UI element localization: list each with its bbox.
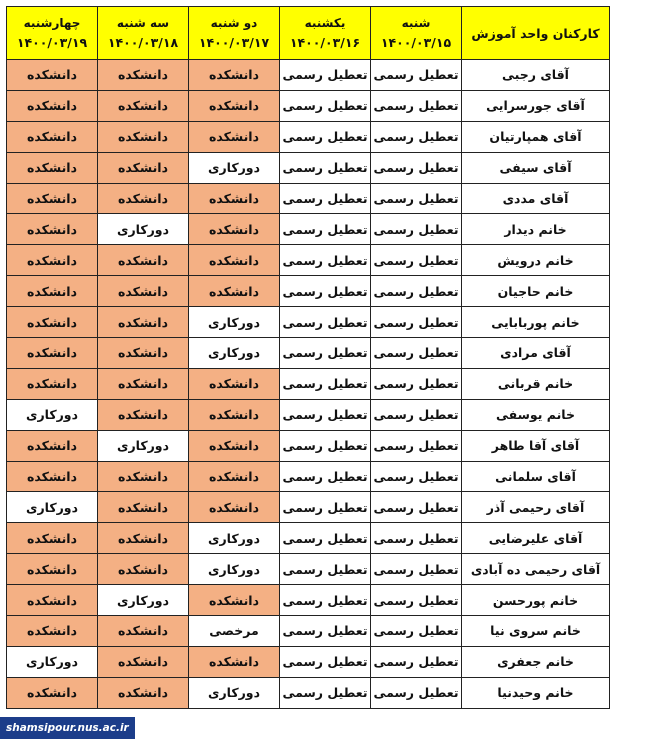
status-cell-wednesday: دانشکده <box>7 338 98 369</box>
status-cell-sunday: تعطیل رسمی <box>280 677 371 708</box>
table-row <box>7 368 610 399</box>
status-cell-sunday: تعطیل رسمی <box>280 523 371 554</box>
status-cell-monday: دانشکده <box>189 585 280 616</box>
status-cell-saturday: تعطیل رسمی <box>371 152 462 183</box>
status-cell-sunday: تعطیل رسمی <box>280 90 371 121</box>
status-cell-sunday: تعطیل رسمی <box>280 60 371 91</box>
staff-name-cell: خانم وحیدنیا <box>462 677 610 708</box>
day-header-tuesday <box>98 7 189 60</box>
status-cell-saturday: تعطیل رسمی <box>371 554 462 585</box>
day-date: ۱۴۰۰/۰۳/۱۵ <box>380 35 452 50</box>
status-cell-wednesday: دانشکده <box>7 616 98 647</box>
table-row <box>7 60 610 91</box>
status-cell-tuesday: دانشکده <box>98 183 189 214</box>
staff-name-cell: خانم درویش <box>462 245 610 276</box>
day-date: ۱۴۰۰/۰۳/۱۹ <box>16 35 88 50</box>
status-cell-monday: دانشکده <box>189 60 280 91</box>
staff-name-cell: آقای آقا طاهر <box>462 430 610 461</box>
site-watermark: shamsipour.nus.ac.ir <box>0 717 135 739</box>
status-cell-tuesday: دانشکده <box>98 90 189 121</box>
status-cell-wednesday: دانشکده <box>7 183 98 214</box>
status-cell-sunday: تعطیل رسمی <box>280 461 371 492</box>
table-row <box>7 338 610 369</box>
day-date: ۱۴۰۰/۰۳/۱۷ <box>198 35 270 50</box>
table-row <box>7 677 610 708</box>
status-cell-monday: دورکاری <box>189 677 280 708</box>
staff-name-cell: آقای همپارتیان <box>462 121 610 152</box>
status-cell-saturday: تعطیل رسمی <box>371 461 462 492</box>
status-cell-wednesday: دانشکده <box>7 60 98 91</box>
status-cell-saturday: تعطیل رسمی <box>371 677 462 708</box>
day-header-sunday <box>280 7 371 60</box>
status-cell-sunday: تعطیل رسمی <box>280 183 371 214</box>
status-cell-tuesday: دانشکده <box>98 492 189 523</box>
status-cell-wednesday: دانشکده <box>7 276 98 307</box>
status-cell-tuesday: دانشکده <box>98 245 189 276</box>
status-cell-wednesday: دانشکده <box>7 585 98 616</box>
staff-name-cell: آقای سیفی <box>462 152 610 183</box>
table-row <box>7 152 610 183</box>
status-cell-monday: دورکاری <box>189 307 280 338</box>
table-row <box>7 90 610 121</box>
table-row <box>7 307 610 338</box>
staff-name-cell: آقای جورسرایی <box>462 90 610 121</box>
status-cell-monday: دانشکده <box>189 646 280 677</box>
table-header-row <box>7 7 610 60</box>
status-cell-wednesday: دانشکده <box>7 90 98 121</box>
status-cell-monday: دانشکده <box>189 90 280 121</box>
status-cell-saturday: تعطیل رسمی <box>371 307 462 338</box>
status-cell-wednesday: دانشکده <box>7 307 98 338</box>
status-cell-wednesday: دانشکده <box>7 523 98 554</box>
status-cell-sunday: تعطیل رسمی <box>280 616 371 647</box>
status-cell-tuesday: دانشکده <box>98 121 189 152</box>
status-cell-wednesday: دانشکده <box>7 152 98 183</box>
staff-name-cell: خانم جعفری <box>462 646 610 677</box>
status-cell-sunday: تعطیل رسمی <box>280 646 371 677</box>
status-cell-saturday: تعطیل رسمی <box>371 368 462 399</box>
status-cell-sunday: تعطیل رسمی <box>280 492 371 523</box>
status-cell-sunday: تعطیل رسمی <box>280 152 371 183</box>
status-cell-monday: دانشکده <box>189 245 280 276</box>
day-header-saturday <box>371 7 462 60</box>
status-cell-wednesday: دانشکده <box>7 461 98 492</box>
status-cell-monday: دورکاری <box>189 338 280 369</box>
status-cell-saturday: تعطیل رسمی <box>371 90 462 121</box>
status-cell-sunday: تعطیل رسمی <box>280 399 371 430</box>
status-cell-tuesday: دانشکده <box>98 276 189 307</box>
table-row <box>7 646 610 677</box>
table-row <box>7 245 610 276</box>
staff-name-cell: آقای رحیمی ده آبادی <box>462 554 610 585</box>
status-cell-saturday: تعطیل رسمی <box>371 338 462 369</box>
status-cell-wednesday: دورکاری <box>7 399 98 430</box>
status-cell-tuesday: دانشکده <box>98 554 189 585</box>
status-cell-monday: دانشکده <box>189 121 280 152</box>
day-name: یکشنبه <box>304 16 346 30</box>
status-cell-tuesday: دانشکده <box>98 338 189 369</box>
status-cell-monday: دانشکده <box>189 214 280 245</box>
status-cell-wednesday: دانشکده <box>7 214 98 245</box>
table-row <box>7 554 610 585</box>
table-row <box>7 523 610 554</box>
staff-name-cell: خانم پورحسن <box>462 585 610 616</box>
day-header-wednesday <box>7 7 98 60</box>
staff-name-cell: خانم یوسفی <box>462 399 610 430</box>
status-cell-saturday: تعطیل رسمی <box>371 616 462 647</box>
status-cell-saturday: تعطیل رسمی <box>371 492 462 523</box>
status-cell-monday: دورکاری <box>189 152 280 183</box>
table-row <box>7 399 610 430</box>
status-cell-wednesday: دورکاری <box>7 492 98 523</box>
status-cell-saturday: تعطیل رسمی <box>371 214 462 245</box>
status-cell-sunday: تعطیل رسمی <box>280 214 371 245</box>
status-cell-tuesday: دورکاری <box>98 585 189 616</box>
status-cell-tuesday: دانشکده <box>98 523 189 554</box>
day-name: دو شنبه <box>210 16 258 30</box>
status-cell-sunday: تعطیل رسمی <box>280 368 371 399</box>
table-row <box>7 183 610 214</box>
status-cell-tuesday: دانشکده <box>98 152 189 183</box>
status-cell-saturday: تعطیل رسمی <box>371 585 462 616</box>
status-cell-tuesday: دورکاری <box>98 430 189 461</box>
status-cell-saturday: تعطیل رسمی <box>371 399 462 430</box>
status-cell-sunday: تعطیل رسمی <box>280 430 371 461</box>
staff-schedule-table <box>6 6 610 709</box>
status-cell-sunday: تعطیل رسمی <box>280 585 371 616</box>
staff-name-cell: خانم سروی نیا <box>462 616 610 647</box>
status-cell-monday: دانشکده <box>189 399 280 430</box>
status-cell-wednesday: دانشکده <box>7 554 98 585</box>
day-date: ۱۴۰۰/۰۳/۱۶ <box>289 35 361 50</box>
status-cell-saturday: تعطیل رسمی <box>371 245 462 276</box>
status-cell-monday: دانشکده <box>189 492 280 523</box>
day-header-monday <box>189 7 280 60</box>
status-cell-tuesday: دانشکده <box>98 60 189 91</box>
status-cell-tuesday: دانشکده <box>98 368 189 399</box>
status-cell-tuesday: دانشکده <box>98 461 189 492</box>
table-row <box>7 461 610 492</box>
staff-name-cell: خانم قربانی <box>462 368 610 399</box>
status-cell-wednesday: دورکاری <box>7 646 98 677</box>
table-row <box>7 214 610 245</box>
staff-name-cell: خانم حاجیان <box>462 276 610 307</box>
staff-name-cell: آقای مرادی <box>462 338 610 369</box>
status-cell-monday: دانشکده <box>189 368 280 399</box>
status-cell-sunday: تعطیل رسمی <box>280 307 371 338</box>
status-cell-sunday: تعطیل رسمی <box>280 245 371 276</box>
status-cell-tuesday: دانشکده <box>98 399 189 430</box>
staff-name-cell: آقای سلمانی <box>462 461 610 492</box>
status-cell-tuesday: دانشکده <box>98 307 189 338</box>
status-cell-saturday: تعطیل رسمی <box>371 430 462 461</box>
table-row <box>7 492 610 523</box>
status-cell-wednesday: دانشکده <box>7 368 98 399</box>
status-cell-monday: مرخصی <box>189 616 280 647</box>
status-cell-tuesday: دورکاری <box>98 214 189 245</box>
staff-name-cell: خانم پوربابایی <box>462 307 610 338</box>
status-cell-wednesday: دانشکده <box>7 245 98 276</box>
staff-name-cell: آقای رحیمی آذر <box>462 492 610 523</box>
status-cell-monday: دانشکده <box>189 430 280 461</box>
status-cell-saturday: تعطیل رسمی <box>371 523 462 554</box>
status-cell-monday: دانشکده <box>189 461 280 492</box>
staff-name-cell: آقای مددی <box>462 183 610 214</box>
status-cell-tuesday: دانشکده <box>98 646 189 677</box>
status-cell-tuesday: دانشکده <box>98 677 189 708</box>
status-cell-saturday: تعطیل رسمی <box>371 646 462 677</box>
status-cell-tuesday: دانشکده <box>98 616 189 647</box>
status-cell-saturday: تعطیل رسمی <box>371 121 462 152</box>
table-row <box>7 276 610 307</box>
status-cell-sunday: تعطیل رسمی <box>280 121 371 152</box>
status-cell-monday: دانشکده <box>189 183 280 214</box>
status-cell-sunday: تعطیل رسمی <box>280 276 371 307</box>
day-date: ۱۴۰۰/۰۳/۱۸ <box>107 35 179 50</box>
staff-name-cell: آقای علیرضایی <box>462 523 610 554</box>
table-row <box>7 616 610 647</box>
status-cell-sunday: تعطیل رسمی <box>280 338 371 369</box>
status-cell-monday: دورکاری <box>189 523 280 554</box>
status-cell-sunday: تعطیل رسمی <box>280 554 371 585</box>
day-name: چهارشنبه <box>23 16 81 30</box>
status-cell-monday: دورکاری <box>189 554 280 585</box>
name-column-header: کارکنان واحد آموزش <box>462 7 610 60</box>
status-cell-wednesday: دانشکده <box>7 430 98 461</box>
table-row <box>7 430 610 461</box>
status-cell-saturday: تعطیل رسمی <box>371 60 462 91</box>
staff-name-cell: خانم دیدار <box>462 214 610 245</box>
status-cell-wednesday: دانشکده <box>7 121 98 152</box>
staff-name-cell: آقای رجبی <box>462 60 610 91</box>
day-name: سه شنبه <box>116 16 170 30</box>
day-name: شنبه <box>401 16 431 30</box>
status-cell-monday: دانشکده <box>189 276 280 307</box>
table-row <box>7 121 610 152</box>
table-row <box>7 585 610 616</box>
status-cell-saturday: تعطیل رسمی <box>371 276 462 307</box>
status-cell-saturday: تعطیل رسمی <box>371 183 462 214</box>
status-cell-wednesday: دانشکده <box>7 677 98 708</box>
